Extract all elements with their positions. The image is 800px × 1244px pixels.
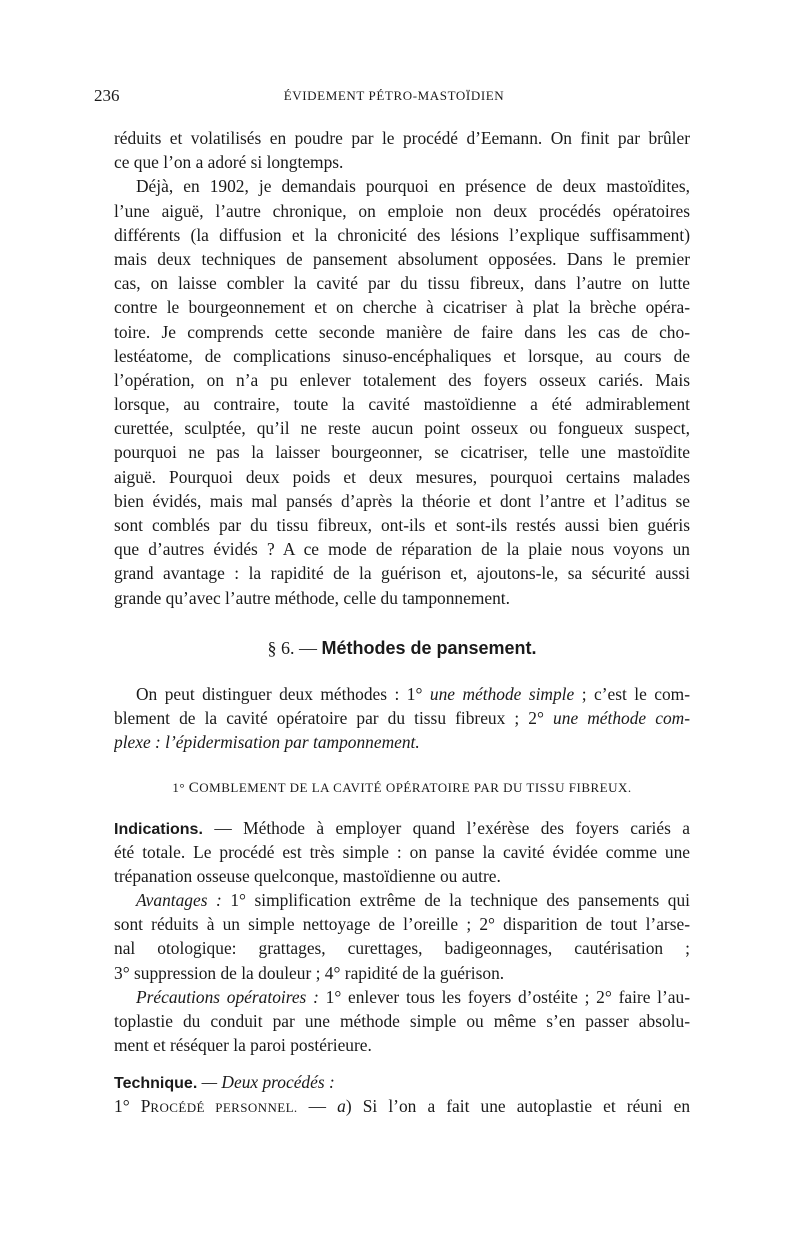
text-line: sont réduits à un simple nettoyage de l’oreille ; 2° disparition de tout l’arse- xyxy=(114,914,690,935)
text-line: réduits et volatilisés en poudre par le procédé d’Eemann. On finit par brûler xyxy=(114,128,690,148)
avantages-label: Avantages : xyxy=(136,890,222,910)
indications-label: Indications. xyxy=(114,821,203,838)
text-line: contre le bourgeonnement et on cherche à cicatriser à plat la brèche opéra- xyxy=(114,297,690,318)
text-line: que d’autres évidés ? A ce mode de réparation de la plaie nous voyons un xyxy=(114,539,690,560)
methods-paragraph xyxy=(114,682,690,755)
text-line: 1° PROCÉDÉ PERSONNEL. — a) Si l’on a fait une autoplastie et réuni en xyxy=(114,1096,690,1117)
subsection-heading: 1° COMBLEMENT DE LA CAVITÉ OPÉRATOIRE PAR DU TISSU FIBREUX. xyxy=(172,780,632,796)
text-line: Précautions opératoires : 1° enlever tous les foyers d’ostéite ; 2° faire l’au- xyxy=(136,987,690,1007)
text-line: blement de la cavité opératoire par du tissu fibreux ; 2° une méthode com- xyxy=(114,708,690,729)
text-line: Déjà, en 1902, je demandais pourquoi en présence de deux mastoïdites, xyxy=(136,176,690,197)
text-line: curettée, sculptée, qu’il ne reste aucun point osseux ou fongueux suspect, xyxy=(114,418,690,439)
text-line: sont comblés par du tissu fibreux, ont-ils et sont-ils restés aussi bien guéris xyxy=(114,515,690,535)
section-title: Méthodes de pansement. xyxy=(321,638,537,658)
text-line: différents (la diffusion et la chronicité des lésions l’explique suffisamment) xyxy=(114,224,690,245)
text-line: cas, on laisse combler la cavité par du tissu fibreux, dans l’autre on lutte xyxy=(114,273,690,294)
text-line: aiguë. Pourquoi deux poids et deux mesures, pourquoi certains malades xyxy=(114,466,690,487)
text-line: nal otologique: grattages, curettages, badigeonnages, cautérisation ; xyxy=(114,938,690,959)
text-line: lorsque, au contraire, toute la cavité mastoïdienne a été admirablement xyxy=(114,394,690,415)
page-number: 236 xyxy=(94,86,120,105)
body-text-top xyxy=(114,126,690,610)
text-line: pourquoi ne pas la laisser bourgeonner, se cicatriser, telle une mastoïdite xyxy=(114,442,690,463)
text-line: grand avantage : la rapidité de la guérison et, ajoutons-le, sa sécurité aussi xyxy=(114,563,690,584)
technique-paragraph xyxy=(114,1070,690,1118)
indications-paragraph xyxy=(114,816,690,889)
text-line: lestéatome, de complications sinuso-encéphaliques et lorsque, au cours de xyxy=(114,345,690,366)
text-line: trépanation osseuse quelconque, mastoïdienne ou autre. xyxy=(114,866,501,887)
text-line: 3° suppression de la douleur ; 4° rapidité de la guérison. xyxy=(114,962,505,983)
text-line: l’opération, on n’a pu enlever totalement des foyers osseux cariés. Mais xyxy=(114,369,690,390)
text-line: mais deux techniques de pansement absolument opposées. Dans le premier xyxy=(114,248,690,269)
text-line: Indications. — Méthode à employer quand l’exérèse des foyers cariés a xyxy=(114,818,690,838)
precautions-paragraph xyxy=(114,985,690,1058)
section-heading xyxy=(114,638,690,659)
text-line: été totale. Le procédé est très simple : on panse la cavité évidée comme une xyxy=(114,842,690,863)
text-line: toire. Je comprends cette seconde manière de faire dans les cas de cho- xyxy=(114,321,690,342)
text-line: l’une aiguë, l’autre chronique, on emploie non deux procédés opératoires xyxy=(114,200,690,221)
text-line: bien évidés, mais mal pansés d’après la théorie et dont l’antre et l’aditus se xyxy=(114,490,690,511)
page-header xyxy=(94,86,694,108)
section-number: § 6. — xyxy=(267,638,317,658)
running-head: ÉVIDEMENT PÉTRO-MASTOÏDIEN xyxy=(283,88,505,103)
text-line: ce que l’on a adoré si longtemps. xyxy=(114,152,344,173)
avantages-paragraph xyxy=(114,888,690,985)
text-line: plexe : l’épidermisation par tamponnement. xyxy=(114,732,420,753)
technique-label: Technique. xyxy=(114,1075,198,1092)
precautions-label: Précautions opératoires : xyxy=(136,987,319,1007)
text-line: Technique. — Deux procédés : xyxy=(114,1072,335,1092)
text-line: toplastie du conduit par une méthode simple ou même s’en passer absolu- xyxy=(114,1011,690,1032)
text-line: ment et réséquer la paroi postérieure. xyxy=(114,1035,372,1056)
text-line: grande qu’avec l’autre méthode, celle du tamponnement. xyxy=(114,587,510,608)
text-line: On peut distinguer deux méthodes : 1° une méthode simple ; c’est le com- xyxy=(136,684,690,704)
text-line: Avantages : 1° simplification extrême de la technique des pansements qui xyxy=(136,890,690,910)
